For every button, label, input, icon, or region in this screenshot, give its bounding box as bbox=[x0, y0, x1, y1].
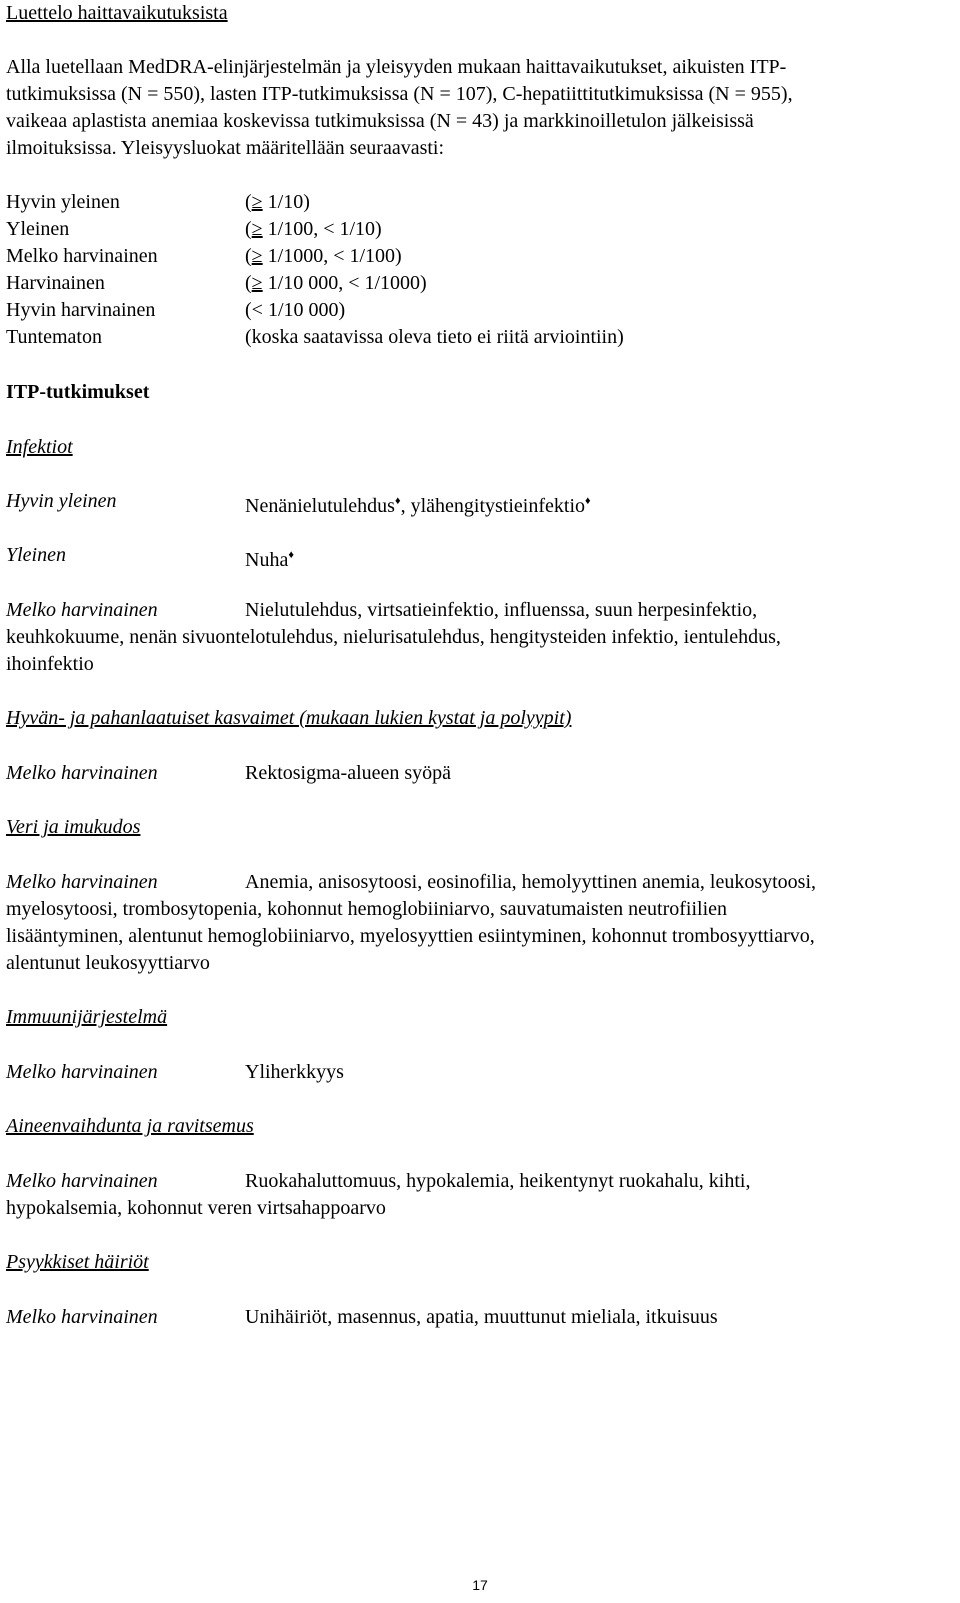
diamond-marker-icon: ♦ bbox=[585, 495, 591, 507]
frequency-label: Melko harvinainen bbox=[6, 245, 158, 267]
adverse-reactions: Yliherkkyys bbox=[245, 1061, 344, 1083]
intro-line: Alla luetellaan MedDRA-elinjärjestelmän ja yleisyyden mukaan haittavaikutukset, aikuisten ITP- bbox=[6, 56, 787, 78]
frequency-label: Tuntematon bbox=[6, 326, 102, 348]
frequency-label: Melko harvinainen bbox=[6, 1306, 158, 1328]
page-title: Luettelo haittavaikutuksista bbox=[6, 2, 228, 24]
frequency-definition: (≥ 1/10) bbox=[245, 191, 310, 213]
adverse-reactions: Nenänielutulehdus♦, ylähengitystieinfektio♦ bbox=[245, 495, 591, 517]
page-number: 17 bbox=[472, 1577, 488, 1593]
diamond-marker-icon: ♦ bbox=[288, 549, 294, 561]
diamond-marker-icon: ♦ bbox=[394, 495, 401, 507]
adverse-reactions-continued: keuhkokuume, nenän sivuontelotulehdus, nielurisatulehdus, hengitysteiden infektio, ientulehdus, bbox=[6, 626, 781, 648]
section-heading-immune: Immuunijärjestelmä bbox=[6, 1006, 168, 1028]
intro-line: tutkimuksissa (N = 550), lasten ITP-tutkimuksissa (N = 107), C-hepatiittitutkimuksissa (N = 955), bbox=[6, 83, 793, 105]
frequency-definition: (≥ 1/10 000, < 1/1000) bbox=[245, 272, 427, 294]
intro-line: vaikeaa aplastista anemiaa koskevissa tutkimuksissa (N = 43) ja markkinoilletulon jälkeisissä bbox=[6, 110, 754, 132]
section-heading-neoplasms: Hyvän- ja pahanlaatuiset kasvaimet (mukaan lukien kystat ja polyypit) bbox=[6, 707, 572, 729]
frequency-label: Hyvin yleinen bbox=[6, 191, 120, 213]
frequency-label: Hyvin harvinainen bbox=[6, 299, 156, 321]
section-heading-psychiatric: Psyykkiset häiriöt bbox=[6, 1251, 149, 1273]
adverse-reactions: Unihäiriöt, masennus, apatia, muuttunut mieliala, itkuisuus bbox=[245, 1306, 718, 1328]
section-heading-metabolism: Aineenvaihdunta ja ravitsemus bbox=[6, 1115, 254, 1137]
adverse-reactions-continued: lisääntyminen, alentunut hemoglobiiniarvo, myelosyyttien esiintyminen, kohonnut trombosyyttiarvo, bbox=[6, 925, 815, 947]
frequency-label: Hyvin yleinen bbox=[6, 490, 117, 512]
adverse-reactions: Anemia, anisosytoosi, eosinofilia, hemolyyttinen anemia, leukosytoosi, bbox=[245, 871, 817, 893]
frequency-label: Melko harvinainen bbox=[6, 1170, 158, 1192]
itp-heading: ITP-tutkimukset bbox=[6, 381, 150, 403]
frequency-label: Melko harvinainen bbox=[6, 762, 158, 784]
adverse-reactions: Nielutulehdus, virtsatieinfektio, influenssa, suun herpesinfektio, bbox=[245, 599, 758, 621]
section-heading-blood: Veri ja imukudos bbox=[6, 816, 141, 838]
adverse-reactions: Ruokahaluttomuus, hypokalemia, heikentynyt ruokahalu, kihti, bbox=[245, 1170, 751, 1192]
frequency-definition: (< 1/10 000) bbox=[245, 299, 346, 321]
section-heading-infections: Infektiot bbox=[6, 436, 73, 458]
frequency-label: Melko harvinainen bbox=[6, 871, 158, 893]
frequency-label: Yleinen bbox=[6, 218, 70, 240]
adverse-reactions-continued: hypokalsemia, kohonnut veren virtsahappoarvo bbox=[6, 1197, 386, 1219]
frequency-definition: (≥ 1/100, < 1/10) bbox=[245, 218, 382, 240]
frequency-label: Yleinen bbox=[6, 544, 66, 566]
frequency-label: Harvinainen bbox=[6, 272, 105, 294]
intro-line: ilmoituksissa. Yleisyysluokat määritellään seuraavasti: bbox=[6, 137, 445, 159]
adverse-reactions: Rektosigma-alueen syöpä bbox=[245, 762, 452, 784]
adverse-reactions-continued: alentunut leukosyyttiarvo bbox=[6, 952, 210, 974]
adverse-reactions: Nuha♦ bbox=[245, 549, 294, 571]
frequency-label: Melko harvinainen bbox=[6, 1061, 158, 1083]
frequency-definition: (≥ 1/1000, < 1/100) bbox=[245, 245, 402, 267]
frequency-definition: (koska saatavissa oleva tieto ei riitä arviointiin) bbox=[245, 326, 624, 348]
frequency-label: Melko harvinainen bbox=[6, 599, 158, 621]
adverse-reactions-continued: myelosytoosi, trombosytopenia, kohonnut hemoglobiiniarvo, sauvatumaisten neutrofiilien bbox=[6, 898, 728, 920]
adverse-reactions-continued: ihoinfektio bbox=[6, 653, 94, 675]
